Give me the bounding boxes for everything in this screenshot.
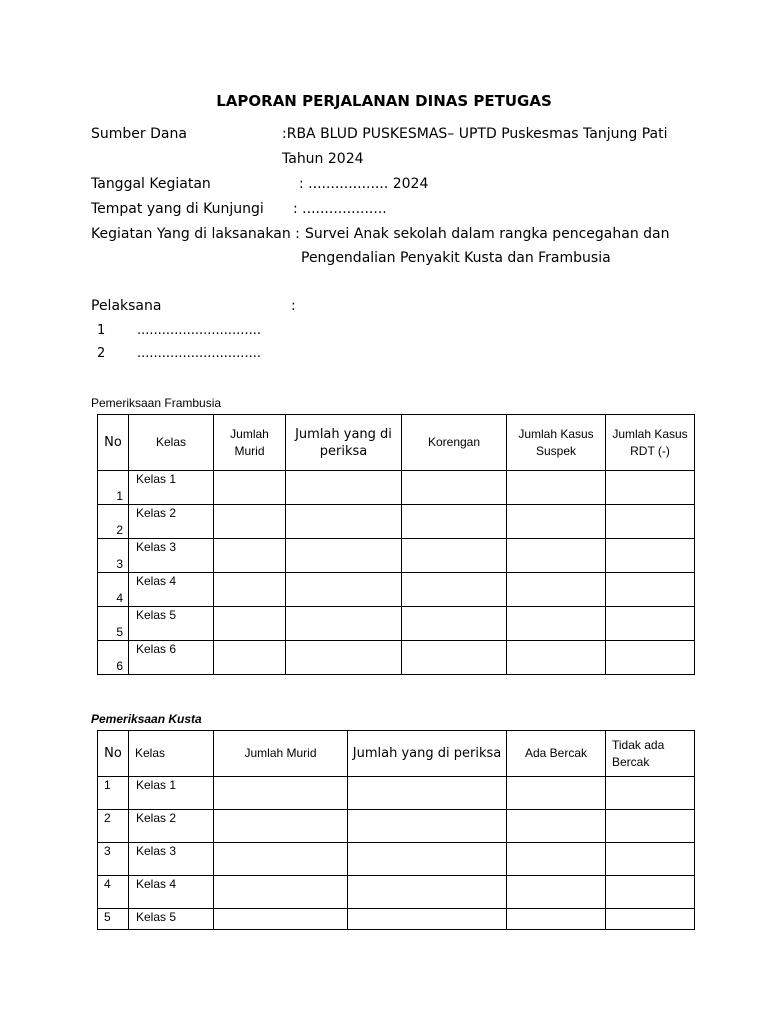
pelaksana-label: Pelaksana — [91, 298, 162, 314]
header-jumlah-murid: Jumlah Murid — [214, 731, 348, 777]
header-jumlah-periksa: Jumlah yang di periksa — [348, 731, 507, 777]
table-row — [98, 471, 695, 505]
table-header-row — [98, 415, 695, 471]
cell-empty — [606, 843, 695, 876]
header-korengan: Korengan — [402, 415, 507, 471]
header-kasus-rdt: Jumlah Kasus RDT (-) — [606, 415, 695, 471]
cell-empty — [507, 843, 606, 876]
cell-empty — [507, 607, 606, 641]
cell-empty — [286, 573, 402, 607]
cell-empty — [348, 843, 507, 876]
row-kelas: Kelas 5 — [129, 909, 214, 930]
cell-empty — [214, 539, 286, 573]
header-ada-bercak: Ada Bercak — [507, 731, 606, 777]
cell-empty — [214, 777, 348, 810]
kusta-title: Pemeriksaan Kusta — [91, 712, 202, 726]
table-row — [98, 843, 695, 876]
cell-empty — [606, 539, 695, 573]
header-kasus-suspek: Jumlah Kasus Suspek — [507, 415, 606, 471]
cell-empty — [348, 876, 507, 909]
row-kelas: Kelas 3 — [129, 843, 214, 876]
header-jumlah-murid: Jumlah Murid — [214, 415, 286, 471]
row-kelas: Kelas 1 — [129, 471, 214, 505]
row-kelas: Kelas 5 — [129, 607, 214, 641]
cell-empty — [606, 641, 695, 675]
row-no: 4 — [98, 573, 129, 607]
cell-empty — [286, 505, 402, 539]
row-kelas: Kelas 1 — [129, 777, 214, 810]
row-no: 1 — [98, 777, 129, 810]
sumber-dana-label: Sumber Dana — [91, 126, 187, 142]
sumber-dana-year: Tahun 2024 — [282, 151, 364, 167]
row-kelas: Kelas 4 — [129, 876, 214, 909]
cell-empty — [606, 876, 695, 909]
cell-empty — [214, 843, 348, 876]
header-kelas: Kelas — [129, 731, 214, 777]
cell-empty — [214, 810, 348, 843]
cell-empty — [402, 641, 507, 675]
cell-empty — [214, 876, 348, 909]
pelaksana-no: 2 — [97, 346, 106, 361]
cell-empty — [214, 471, 286, 505]
cell-empty — [606, 505, 695, 539]
row-no: 4 — [98, 876, 129, 909]
table-row — [98, 777, 695, 810]
cell-empty — [507, 505, 606, 539]
row-kelas: Kelas 3 — [129, 539, 214, 573]
cell-empty — [606, 607, 695, 641]
row-no: 2 — [98, 810, 129, 843]
cell-empty — [348, 777, 507, 810]
table-row — [98, 909, 695, 930]
table-row — [98, 607, 695, 641]
cell-empty — [507, 909, 606, 930]
table-row — [98, 876, 695, 909]
tanggal-value: : .................. 2024 — [299, 176, 429, 192]
pelaksana-dots: .............................. — [137, 346, 261, 361]
header-no: No — [98, 731, 129, 777]
document-title: LAPORAN PERJALANAN DINAS PETUGAS — [216, 92, 552, 110]
cell-empty — [214, 641, 286, 675]
kegiatan-value: Survei Anak sekolah dalam rangka pencegahan dan — [305, 226, 670, 242]
table-row — [98, 539, 695, 573]
cell-empty — [402, 573, 507, 607]
cell-empty — [214, 505, 286, 539]
cell-empty — [606, 471, 695, 505]
row-no: 6 — [98, 641, 129, 675]
table-header-row — [98, 731, 695, 777]
table-row — [98, 505, 695, 539]
frambusia-title: Pemeriksaan Frambusia — [91, 396, 222, 410]
cell-empty — [606, 909, 695, 930]
cell-empty — [402, 607, 507, 641]
cell-empty — [286, 607, 402, 641]
tanggal-label: Tanggal Kegiatan — [91, 176, 211, 192]
cell-empty — [507, 777, 606, 810]
row-no: 3 — [98, 539, 129, 573]
header-no: No — [98, 415, 129, 471]
tempat-label: Tempat yang di Kunjungi — [91, 201, 264, 217]
cell-empty — [402, 505, 507, 539]
pelaksana-colon: : — [291, 298, 296, 314]
header-kelas: Kelas — [129, 415, 214, 471]
cell-empty — [507, 573, 606, 607]
row-no: 1 — [98, 471, 129, 505]
pelaksana-dots: .............................. — [137, 323, 261, 338]
cell-empty — [402, 471, 507, 505]
cell-empty — [286, 471, 402, 505]
sumber-dana-value: :RBA BLUD PUSKESMAS– UPTD Puskesmas Tanjung Pati — [282, 126, 668, 142]
pelaksana-no: 1 — [97, 323, 106, 338]
header-tidak-bercak: Tidak ada Bercak — [606, 731, 695, 777]
row-kelas: Kelas 4 — [129, 573, 214, 607]
kusta-table — [97, 730, 695, 930]
cell-empty — [606, 573, 695, 607]
row-no: 5 — [98, 607, 129, 641]
cell-empty — [348, 909, 507, 930]
cell-empty — [507, 641, 606, 675]
row-no: 3 — [98, 843, 129, 876]
tempat-value: : ................... — [293, 201, 387, 217]
row-kelas: Kelas 6 — [129, 641, 214, 675]
row-no: 5 — [98, 909, 129, 930]
cell-empty — [402, 539, 507, 573]
cell-empty — [214, 909, 348, 930]
cell-empty — [214, 573, 286, 607]
cell-empty — [507, 810, 606, 843]
cell-empty — [286, 539, 402, 573]
cell-empty — [606, 777, 695, 810]
kegiatan-value-cont: Pengendalian Penyakit Kusta dan Frambusia — [301, 250, 611, 266]
table-row — [98, 810, 695, 843]
frambusia-table — [97, 414, 695, 675]
cell-empty — [606, 810, 695, 843]
row-no: 2 — [98, 505, 129, 539]
cell-empty — [348, 810, 507, 843]
row-kelas: Kelas 2 — [129, 810, 214, 843]
table-row — [98, 641, 695, 675]
cell-empty — [507, 876, 606, 909]
cell-empty — [507, 471, 606, 505]
cell-empty — [286, 641, 402, 675]
header-jumlah-periksa: Jumlah yang di periksa — [286, 415, 402, 471]
row-kelas: Kelas 2 — [129, 505, 214, 539]
cell-empty — [507, 539, 606, 573]
table-row — [98, 573, 695, 607]
kegiatan-label: Kegiatan Yang di laksanakan : — [91, 226, 300, 242]
cell-empty — [214, 607, 286, 641]
